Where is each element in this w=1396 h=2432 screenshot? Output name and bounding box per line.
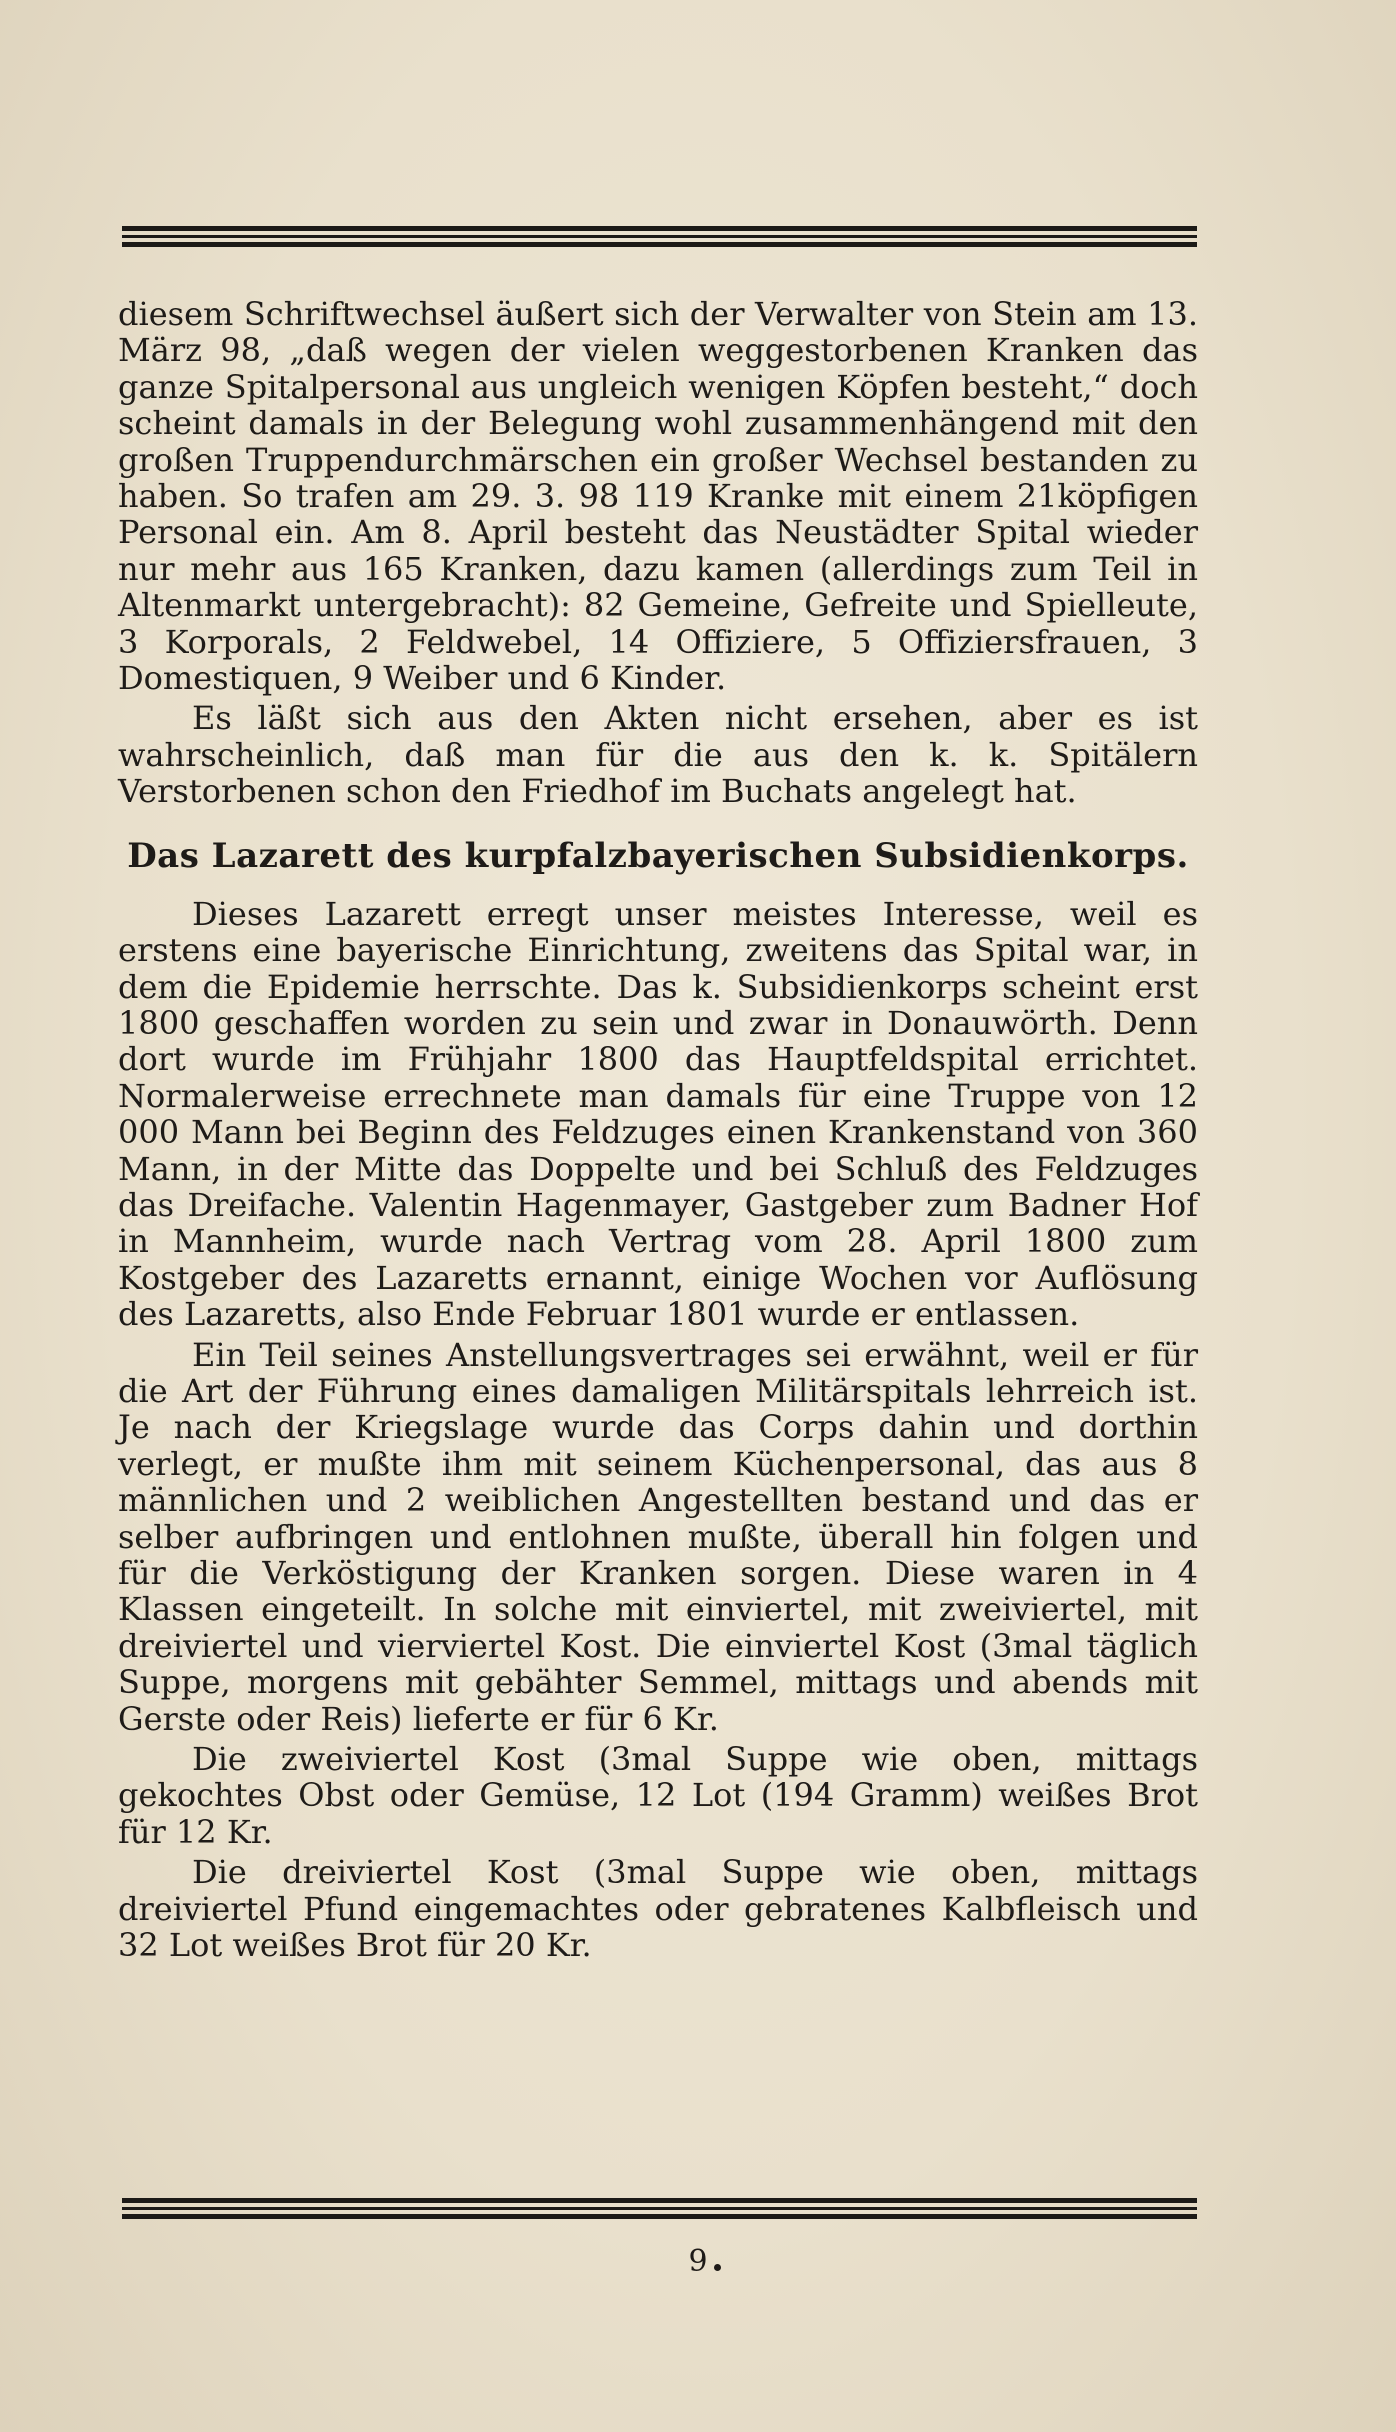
top-rule [122,226,1197,247]
section-heading: Das Lazarett des kurpfalzbayerischen Subsidienkorps. [127,835,1189,876]
bottom-rule [122,2198,1197,2219]
ink-dot [714,2264,721,2271]
page-body [118,296,1198,1963]
paragraph-intro-1: diesem Schriftwechsel äußert sich der Verwalter von Stein am 13. März 98, „daß wegen der vielen weggestorbenen Kranken das ganze Spitalpersonal aus ungleich wenigen Köpfen besteht,“ doch scheint damals in der Belegung wohl zusammenhängend mit den großen Truppendurchmärschen ein großer Wechsel bestanden zu haben. So trafen am 29. 3. 98 119 Kranke mit einem 21köpfigen Personal ein. Am 8. April besteht das Neustädter Spital wieder nur mehr aus 165 Kranken, dazu kamen (allerdings zum Teil in Altenmarkt untergebracht): 82 Gemeine, Gefreite und Spielleute, 3 Korporals, 2 Feldwebel, 14 Offiziere, 5 Offiziersfrauen, 3 Domestiquen, 9 Weiber und 6 Kinder. [118,295,1198,698]
paragraph-main-4: Die dreiviertel Kost (3mal Suppe wie oben, mittags dreiviertel Pfund eingemachtes oder gebratenes Kalbfleisch und 32 Lot weißes Brot für 20 Kr. [118,1853,1198,1965]
paragraph-main-3: Die zweiviertel Kost (3mal Suppe wie oben, mittags gekochtes Obst oder Gemüse, 12 Lot (194 Gramm) weißes Brot für 12 Kr. [118,1740,1198,1851]
page-number: 9 [688,2244,708,2279]
paragraph-main-1: Dieses Lazarett erregt unser meistes Interesse, weil es erstens eine bayerische Einrichtung, zweitens das Spital war, in dem die Epidemie herrschte. Das k. Subsidienkorps scheint erst 1800 geschaffen worden zu sein und zwar in Donauwörth. Denn dort wurde im Frühjahr 1800 das Hauptfeldspital errichtet. Normalerweise errechnete man damals für eine Truppe von 12 000 Mann bei Beginn des Feldzuges einen Krankenstand von 360 Mann, in der Mitte das Doppelte und bei Schluß des Feldzuges das Dreifache. Valentin Hagenmayer, Gastgeber zum Badner Hof in Mannheim, wurde nach Vertrag vom 28. April 1800 zum Kostgeber des Lazaretts ernannt, einige Wochen vor Auflösung des Lazaretts, also Ende Februar 1801 wurde er entlassen. [118,894,1198,1334]
paragraph-main-2: Ein Teil seines Anstellungsvertrages sei erwähnt, weil er für die Art der Führung eines damaligen Militärspitals lehrreich ist. Je nach der Kriegslage wurde das Corps dahin und dorthin verlegt, er mußte ihm mit seinem Küchenpersonal, das aus 8 männlichen und 2 weiblichen Angestellten bestand und das er selber aufbringen und entlohnen mußte, überall hin folgen und für die Verköstigung der Kranken sorgen. Diese waren in 4 Klassen eingeteilt. In solche mit einviertel, mit zweiviertel, mit dreiviertel und vierviertel Kost. Die einviertel Kost (3mal täglich Suppe, morgens mit gebähter Semmel, mittags und abends mit Gerste oder Reis) lieferte er für 6 Kr. [118,1335,1198,1738]
paragraph-intro-2: Es läßt sich aus den Akten nicht ersehen, aber es ist wahrscheinlich, daß man für die aus den k. k. Spitälern Verstorbenen schon den Friedhof im Buchats angelegt hat. [118,699,1198,811]
